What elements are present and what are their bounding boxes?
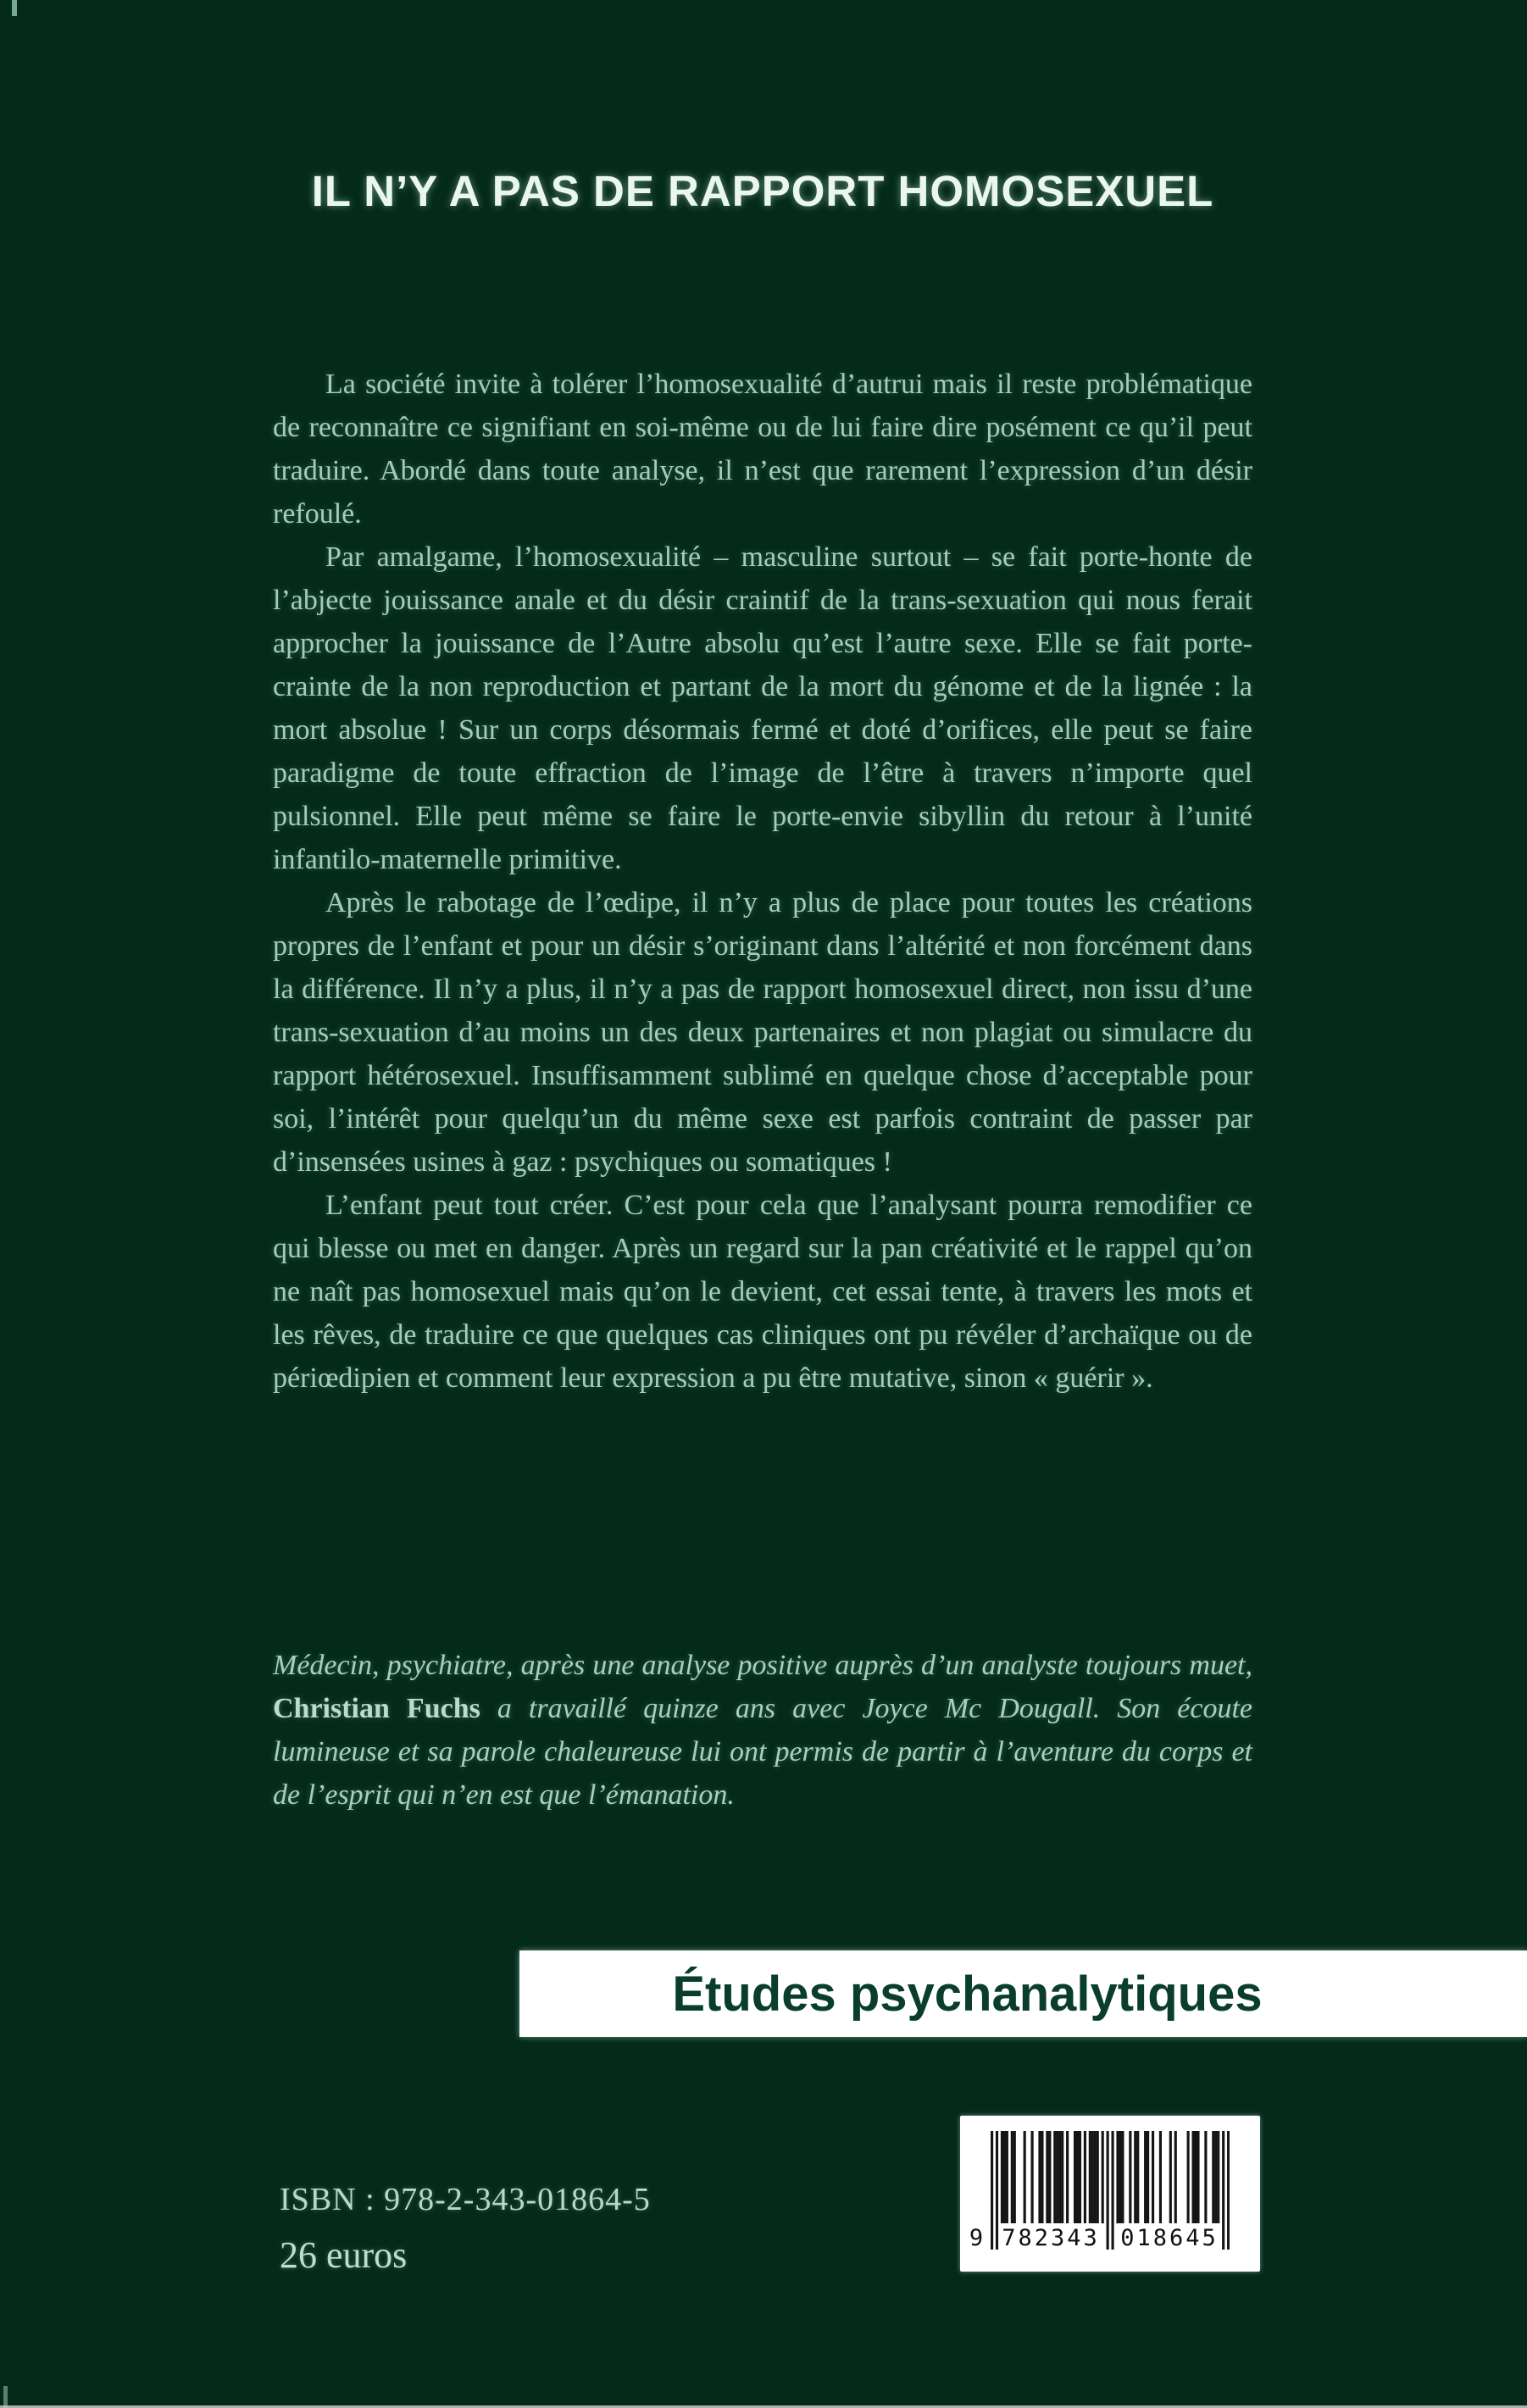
author-bio-text-before: Médecin, psychiatre, après une analyse positive auprès d’un analyste toujours muet, <box>273 1650 1252 1681</box>
synopsis-paragraph-2: Par amalgame, l’homosexualité – masculine surtout – se fait porte-honte de l’abjecte jouissance anale et du désir craintif de la trans-sexuation qui nous ferait approcher la jouissance de l’Autre absolu qu’est l’autre sexe. Elle se fait porte-crainte de la non reproduction et partant de la mort du génome et de la lignée : la mort absolue ! Sur un corps désormais fermé et doté d’orifices, elle peut se faire paradigme de toute effraction de l’image de l’être à travers n’importe quel pulsionnel. Elle peut même se faire le porte-envie sibyllin du retour à l’unité infantilo-maternelle primitive. <box>273 541 1252 875</box>
collection-banner <box>519 1950 1527 2037</box>
print-registration-mark-top <box>12 0 17 16</box>
barcode-digit-lead: 9 <box>969 2225 984 2251</box>
collection-label: Études psychanalytiques <box>672 1966 1263 2022</box>
synopsis <box>273 363 1252 1400</box>
synopsis-paragraph-4: L’enfant peut tout créer. C’est pour cela que l’analysant pourra remodifier ce qui blesse ou met en danger. Après un regard sur la pan créativité et le rappel qu’on ne naît pas homosexuel mais qu’on le devient, cet essai tente, à travers les mots et les rêves, de traduire ce que quelques cas cliniques ont pu révéler d’archaïque ou de périœdipien et comment leur expression a pu être mutative, sinon « guérir ». <box>273 1190 1252 1394</box>
isbn-text: ISBN : 978-2-343-01864-5 <box>280 2182 651 2217</box>
synopsis-paragraph-3: Après le rabotage de l’œdipe, il n’y a plus de place pour toutes les créations propres de l’enfant et pour un désir s’originant dans l’altérité et non forcément dans la différence. Il n’y a plus, il n’y a pas de rapport homosexuel direct, non issu d’une trans-sexuation d’au moins un des deux partenaires et non plagiat ou simulacre du rapport hétérosexuel. Insuffisamment sublimé en quelque chose d’acceptable pour soi, l’intérêt pour quelqu’un du même sexe est parfois contraint de passer par d’insensées usines à gaz : psychiques ou somatiques ! <box>273 887 1252 1178</box>
barcode-digit-group2: 018645 <box>1118 2223 1221 2254</box>
author-bio <box>273 1644 1252 1817</box>
book-title: IL N’Y A PAS DE RAPPORT HOMOSEXUEL <box>311 167 1214 215</box>
barcode <box>960 2116 1260 2272</box>
price-text: 26 euros <box>280 2234 408 2276</box>
synopsis-paragraph-1: La société invite à tolérer l’homosexualité d’autrui mais il reste problématique de reconnaître ce signifiant en soi-même ou de lui faire dire posément ce qu’il peut traduire. Abordé dans toute analyse, il n’est que rarement l’expression d’un désir refoulé. <box>273 369 1252 530</box>
author-bio-text-after: a travaillé quinze ans avec Joyce Mc Dougall. Son écoute lumineuse et sa parole chaleureuse lui ont permis de partir à l’aventure du corps et de l’esprit qui n’en est que l’émanation. <box>273 1693 1252 1811</box>
barcode-digit-group1: 782343 <box>999 2223 1102 2254</box>
author-name: Christian Fuchs <box>273 1693 480 1724</box>
